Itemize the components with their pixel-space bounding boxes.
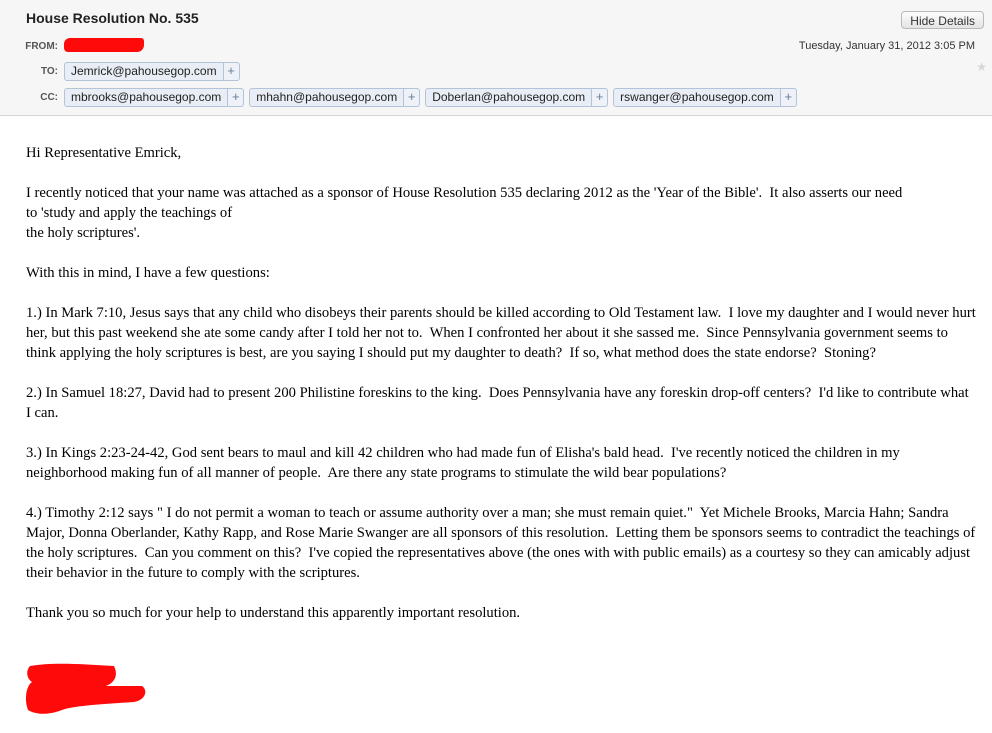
cc-address[interactable]: Doberlan@pahousegop.com — [432, 90, 586, 104]
intro-line: to 'study and apply the teachings of — [26, 205, 233, 221]
add-contact-icon[interactable]: + — [780, 89, 796, 106]
message-header — [0, 0, 992, 116]
intro-line: the holy scriptures'. — [26, 225, 141, 241]
signature-redaction — [22, 660, 152, 720]
intro-paragraph — [26, 183, 976, 243]
cc-recipients — [64, 88, 797, 107]
cc-chip[interactable] — [425, 88, 608, 107]
recipient-address[interactable]: Jemrick@pahousegop.com — [71, 64, 217, 78]
cc-label: CC: — [40, 92, 58, 103]
cc-address[interactable]: rswanger@pahousegop.com — [620, 90, 774, 104]
recipient-chip[interactable] — [64, 62, 240, 81]
add-contact-icon[interactable]: + — [403, 89, 419, 106]
question-4: 4.) Timothy 2:12 says " I do not permit a woman to teach or assume authority over a man; she must remain quiet." Yet Michele Brooks, Marcia Hahn; Sandra Major, Donna Oberlander, Kathy Rapp, and Rose Marie Swanger are all sponsors of this resolution. Letting them be sponsors seems to contradict the teachings of the holy scriptures. Can you comment on this? I've copied the representatives above (the ones with with public emails) as a courtesy so they can amicably adjust their behavior in the future to comply with the scriptures. — [26, 505, 979, 581]
add-contact-icon[interactable]: + — [223, 63, 239, 80]
add-contact-icon[interactable]: + — [591, 89, 607, 106]
add-contact-icon[interactable]: + — [227, 89, 243, 106]
from-label: FROM: — [25, 41, 58, 52]
question-1: 1.) In Mark 7:10, Jesus says that any child who disobeys their parents should be killed according to Old Testament law. I love my daughter and I would never hurt her, but this past weekend she ate some candy after I told her not to. When I confronted her about it she sassed me. Since Pennsylvania government seems to think applying the holy scriptures is best, are you saying I should put my daughter to death? If so, what method does the state endorse? Stoning? — [26, 305, 980, 361]
message-subject: House Resolution No. 535 — [26, 10, 199, 26]
lead-in-paragraph: With this in mind, I have a few questions: — [26, 265, 270, 281]
sender-redaction — [64, 38, 144, 52]
star-icon[interactable]: ★ — [976, 60, 987, 74]
cc-chip[interactable] — [249, 88, 420, 107]
cc-address[interactable]: mbrooks@pahousegop.com — [71, 90, 222, 104]
closing-paragraph: Thank you so much for your help to understand this apparently important resolution. — [26, 605, 521, 621]
to-recipients — [64, 62, 240, 81]
message-body — [26, 143, 980, 643]
cc-address[interactable]: mhahn@pahousegop.com — [256, 90, 398, 104]
cc-chip[interactable] — [613, 88, 797, 107]
to-label: TO: — [40, 66, 58, 77]
greeting: Hi Representative Emrick, — [26, 145, 182, 161]
message-date: Tuesday, January 31, 2012 3:05 PM — [798, 40, 975, 52]
hide-details-button[interactable]: Hide Details — [901, 11, 984, 29]
cc-chip[interactable] — [64, 88, 244, 107]
question-2: 2.) In Samuel 18:27, David had to present 200 Philistine foreskins to the king. Does Pennsylvania have any foreskin drop-off centers? I'd like to contribute what I can. — [26, 385, 973, 421]
question-3: 3.) In Kings 2:23-24-42, God sent bears to maul and kill 42 children who had made fun of Elisha's bald head. I've recently noticed the children in my neighborhood making fun of all manner of people. Are there any state programs to stimulate the wild bear populations? — [26, 445, 904, 481]
intro-line: I recently noticed that your name was attached as a sponsor of House Resolution 535 declaring 2012 as the 'Year of the Bible'. It also asserts our need — [26, 185, 903, 201]
